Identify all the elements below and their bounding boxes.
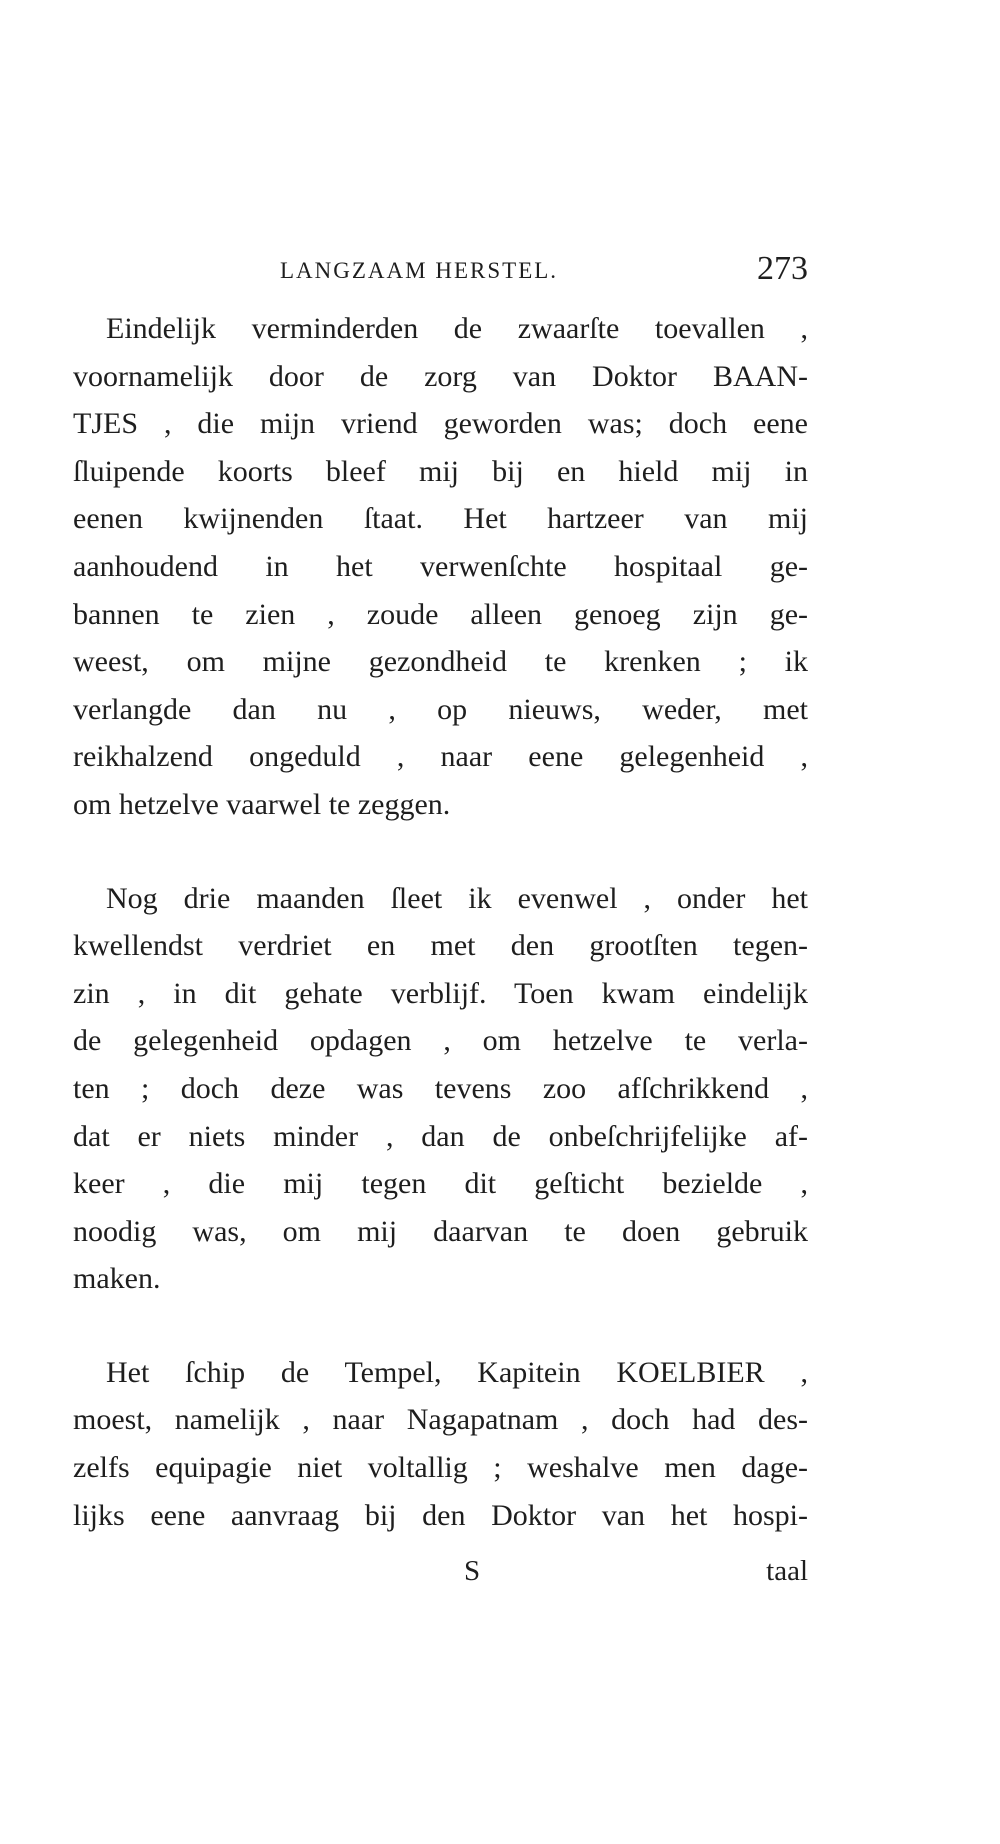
text-line: ſluipende koorts bleef mij bij en hield mij in: [73, 454, 808, 488]
text-line: Nog drie maanden ſleet ik evenwel , onder het: [106, 881, 808, 915]
body-text: [73, 305, 808, 1539]
text-line: aanhoudend in het verwenſchte hospitaal ge-: [73, 549, 808, 583]
text-line: dat er niets minder , dan de onbeſchrijfelijke af-: [73, 1119, 808, 1153]
page-footer: [73, 1555, 808, 1603]
paragraph-3: [73, 1349, 808, 1539]
page-number: 273: [757, 250, 808, 287]
text-line: de gelegenheid opdagen , om hetzelve te verla-: [73, 1024, 808, 1058]
text-line: om hetzelve vaarwel te zeggen.: [73, 787, 451, 821]
catchword: taal: [766, 1555, 808, 1587]
text-line: Het ſchip de Tempel, Kapitein KOELBIER ,: [106, 1355, 808, 1389]
text-line: noodig was, om mij daarvan te doen gebruik: [73, 1214, 808, 1248]
text-line: maken.: [73, 1262, 161, 1296]
text-line: kwellendst verdriet en met den grootſten tegen-: [73, 929, 808, 963]
paragraph-2: [73, 875, 808, 1303]
text-line: Eindelijk verminderden de zwaarſte toevallen ,: [106, 312, 808, 345]
signature-mark: S: [464, 1555, 481, 1587]
text-line: TJES , die mijn vriend geworden was; doch eene: [73, 407, 808, 441]
paragraph-gap: [73, 829, 808, 875]
text-line: weest, om mijne gezondheid te krenken ; ik: [73, 645, 808, 679]
page-header: [73, 250, 808, 298]
text-line: reikhalzend ongeduld , naar eene gelegenheid ,: [73, 740, 808, 774]
running-title: LANGZAAM HERSTEL.: [280, 258, 559, 283]
text-line: zelfs equipagie niet voltallig ; weshalve men dage-: [73, 1451, 808, 1485]
text-line: zin , in dit gehate verblijf. Toen kwam eindelijk: [73, 976, 808, 1010]
text-line: bannen te zien , zoude alleen genoeg zijn ge-: [73, 597, 808, 631]
text-line: verlangde dan nu , op nieuws, weder, met: [73, 692, 808, 726]
text-line: moest, namelijk , naar Nagapatnam , doch had des-: [73, 1403, 808, 1437]
paragraph-gap: [73, 1303, 808, 1349]
paragraph-1: [73, 305, 808, 829]
text-line: keer , die mij tegen dit geſticht bezielde ,: [73, 1167, 808, 1201]
text-line: voornamelijk door de zorg van Doktor BAAN-: [73, 359, 808, 393]
text-line: ten ; doch deze was tevens zoo afſchrikkend ,: [73, 1071, 808, 1105]
text-line: eenen kwijnenden ſtaat. Het hartzeer van mij: [73, 502, 808, 536]
text-line: lijks eene aanvraag bij den Doktor van het hospi-: [73, 1498, 808, 1532]
